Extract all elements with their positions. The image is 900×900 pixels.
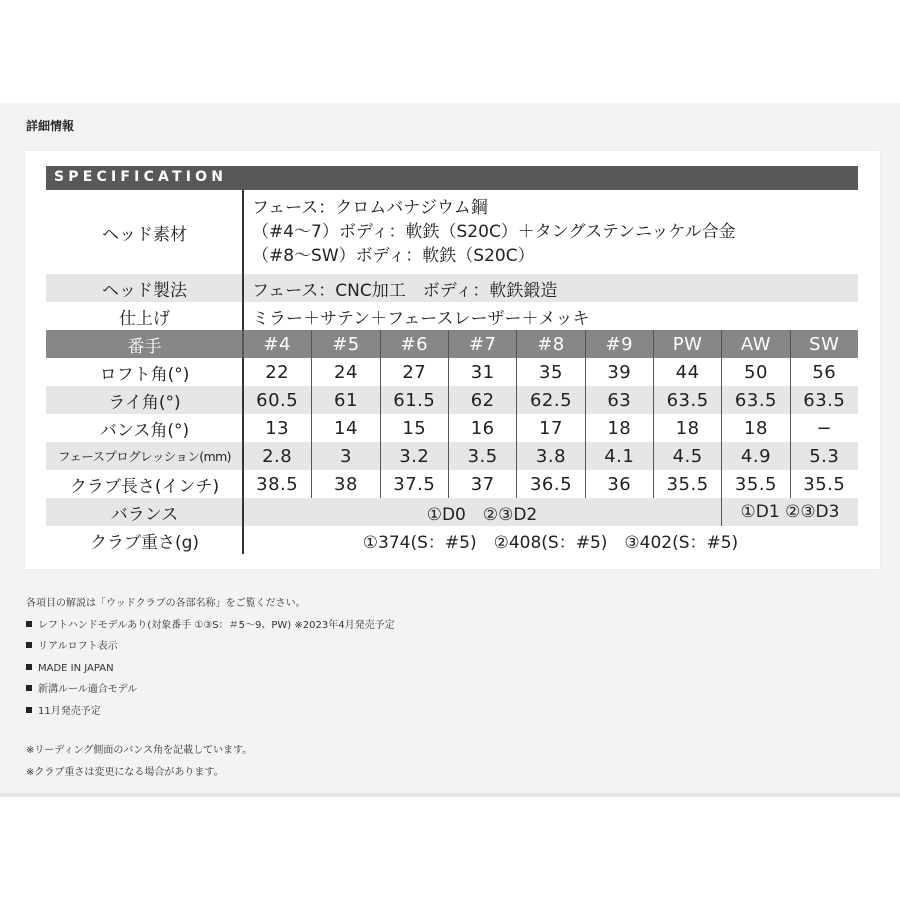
head-material-line: （#8〜SW）ボディ：軟鉄（S20C） [252, 246, 535, 266]
column-header: SW [790, 330, 858, 358]
note-text: 新溝ルール適合モデル [38, 684, 138, 695]
table-cell: 62.5 [516, 386, 584, 414]
column-header: #8 [516, 330, 584, 358]
table-cell: 62 [448, 386, 516, 414]
table-cell: 17 [516, 414, 584, 442]
row-club-length [46, 470, 858, 498]
table-cell: 37.5 [380, 470, 448, 498]
column-divider [242, 274, 244, 302]
note-text: レフトハンドモデルあり(対象番手 ①③S：＃5〜9、PW) ※2023年4月発売予定 [38, 619, 395, 631]
manufacturing-value: フェース：CNC加工 ボディ：軟鉄鍛造 [252, 280, 558, 301]
row-label: 仕上げ [119, 308, 170, 329]
head-material-value [252, 196, 736, 268]
note-bullet-item [26, 704, 395, 726]
row-balance [46, 498, 858, 526]
square-bullet-icon [26, 621, 32, 627]
section-title: 詳細情報 [26, 119, 75, 133]
note-bullet-item [26, 639, 395, 661]
table-cell: 63.5 [790, 386, 858, 414]
row-lie [46, 386, 858, 414]
column-header: #9 [585, 330, 653, 358]
row-head-material [46, 190, 858, 274]
row-label: バンス角(°) [99, 420, 190, 441]
row-label: バランス [110, 504, 179, 525]
table-cell: 60.5 [256, 389, 299, 411]
spacer [26, 725, 395, 743]
table-cell: 4.1 [585, 442, 653, 470]
row-finish [46, 302, 858, 330]
column-header: #5 [311, 330, 379, 358]
note-bullet-item [26, 682, 395, 704]
row-bounce [46, 414, 858, 442]
column-divider [242, 190, 244, 274]
table-cell: 4.9 [721, 442, 789, 470]
section-divider [0, 793, 900, 797]
row-label: ロフト角(°) [99, 364, 190, 385]
row-club-weight [46, 526, 858, 554]
table-cell: 36.5 [516, 470, 584, 498]
spec-header [46, 166, 858, 190]
table-cell: 18 [721, 414, 789, 442]
table-cell: 16 [448, 414, 516, 442]
square-bullet-icon [26, 707, 32, 713]
row-face-progression [46, 442, 858, 470]
note-text: リアルロフト表示 [38, 641, 118, 652]
column-header: #7 [448, 330, 516, 358]
row-club-numbers [46, 330, 858, 358]
table-cell: 63.5 [721, 386, 789, 414]
square-bullet-icon [26, 685, 32, 691]
table-cell: 39 [585, 358, 653, 386]
spec-header-title: SPECIFICATION [54, 169, 228, 185]
row-label: クラブ重さ(g) [89, 532, 200, 553]
table-cell: 18 [585, 414, 653, 442]
note-bullet-item [26, 661, 395, 683]
row-loft [46, 358, 858, 386]
row-label: ライ角(°) [108, 392, 181, 413]
table-cell: 36 [585, 470, 653, 498]
head-material-line: （#4〜7）ボディ：軟鉄（S20C）＋タングステンニッケル合金 [252, 222, 736, 242]
table-cell: 14 [311, 414, 379, 442]
table-cell: 2.8 [262, 445, 293, 467]
table-cell: 13 [265, 417, 290, 439]
table-cell: 4.5 [653, 442, 721, 470]
notes-intro: 各項目の解説は「ウッドクラブの各部名称」をご覧ください。 [26, 598, 306, 609]
note-text: 11月発売予定 [38, 705, 101, 717]
weight-value: ①374(S：#5) ②408(S：#5) ③402(S：#5) [362, 532, 739, 553]
table-cell: 61 [311, 386, 379, 414]
table-cell: 35.5 [721, 470, 789, 498]
table-cell: 35.5 [790, 470, 858, 498]
table-cell: 63 [585, 386, 653, 414]
table-cell: 27 [380, 358, 448, 386]
row-label: クラブ長さ(インチ) [69, 476, 220, 497]
note-text: MADE IN JAPAN [38, 662, 114, 674]
table-cell: 38 [311, 470, 379, 498]
table-cell: 44 [653, 358, 721, 386]
note-bullet-item [26, 618, 395, 640]
table-cell: 3 [311, 442, 379, 470]
column-header: #6 [380, 330, 448, 358]
footnote: ※リーディング側面のバンス角を記載しています。 [26, 745, 253, 756]
notes [26, 596, 395, 786]
square-bullet-icon [26, 664, 32, 670]
table-cell: 22 [265, 361, 290, 383]
table-cell: 24 [311, 358, 379, 386]
table-cell: 5.3 [790, 442, 858, 470]
table-cell: 3.8 [516, 442, 584, 470]
table-cell: 50 [721, 358, 789, 386]
table-cell: 18 [653, 414, 721, 442]
table-cell: 63.5 [653, 386, 721, 414]
column-divider [242, 302, 244, 330]
row-label: ヘッド素材 [102, 224, 187, 245]
row-label: ヘッド製法 [102, 280, 187, 301]
finish-value: ミラー＋サテン＋フェースレーザー＋メッキ [252, 308, 590, 329]
column-header: #4 [263, 333, 291, 355]
table-cell: 56 [790, 358, 858, 386]
balance-value-main: ①D0 ②③D2 [426, 504, 538, 525]
square-bullet-icon [26, 642, 32, 648]
column-header: PW [653, 330, 721, 358]
table-cell: 15 [380, 414, 448, 442]
table-cell: 38.5 [256, 473, 299, 495]
table-cell: 3.2 [380, 442, 448, 470]
row-label: 番手 [127, 336, 162, 357]
row-label: フェースプログレッション(mm) [58, 449, 231, 464]
table-cell: 61.5 [380, 386, 448, 414]
row-manufacturing [46, 274, 858, 302]
table-cell: 31 [448, 358, 516, 386]
footnote: ※クラブ重さは変更になる場合があります。 [26, 766, 224, 778]
table-cell: 35 [516, 358, 584, 386]
table-cell: 37 [448, 470, 516, 498]
table-cell: − [790, 414, 858, 442]
column-header: AW [721, 330, 789, 358]
balance-value-aw-sw: ①D1 ②③D3 [721, 498, 858, 526]
table-cell: 35.5 [653, 470, 721, 498]
head-material-line: フェース：クロムバナジウム鋼 [252, 198, 488, 218]
table-cell: 3.5 [448, 442, 516, 470]
